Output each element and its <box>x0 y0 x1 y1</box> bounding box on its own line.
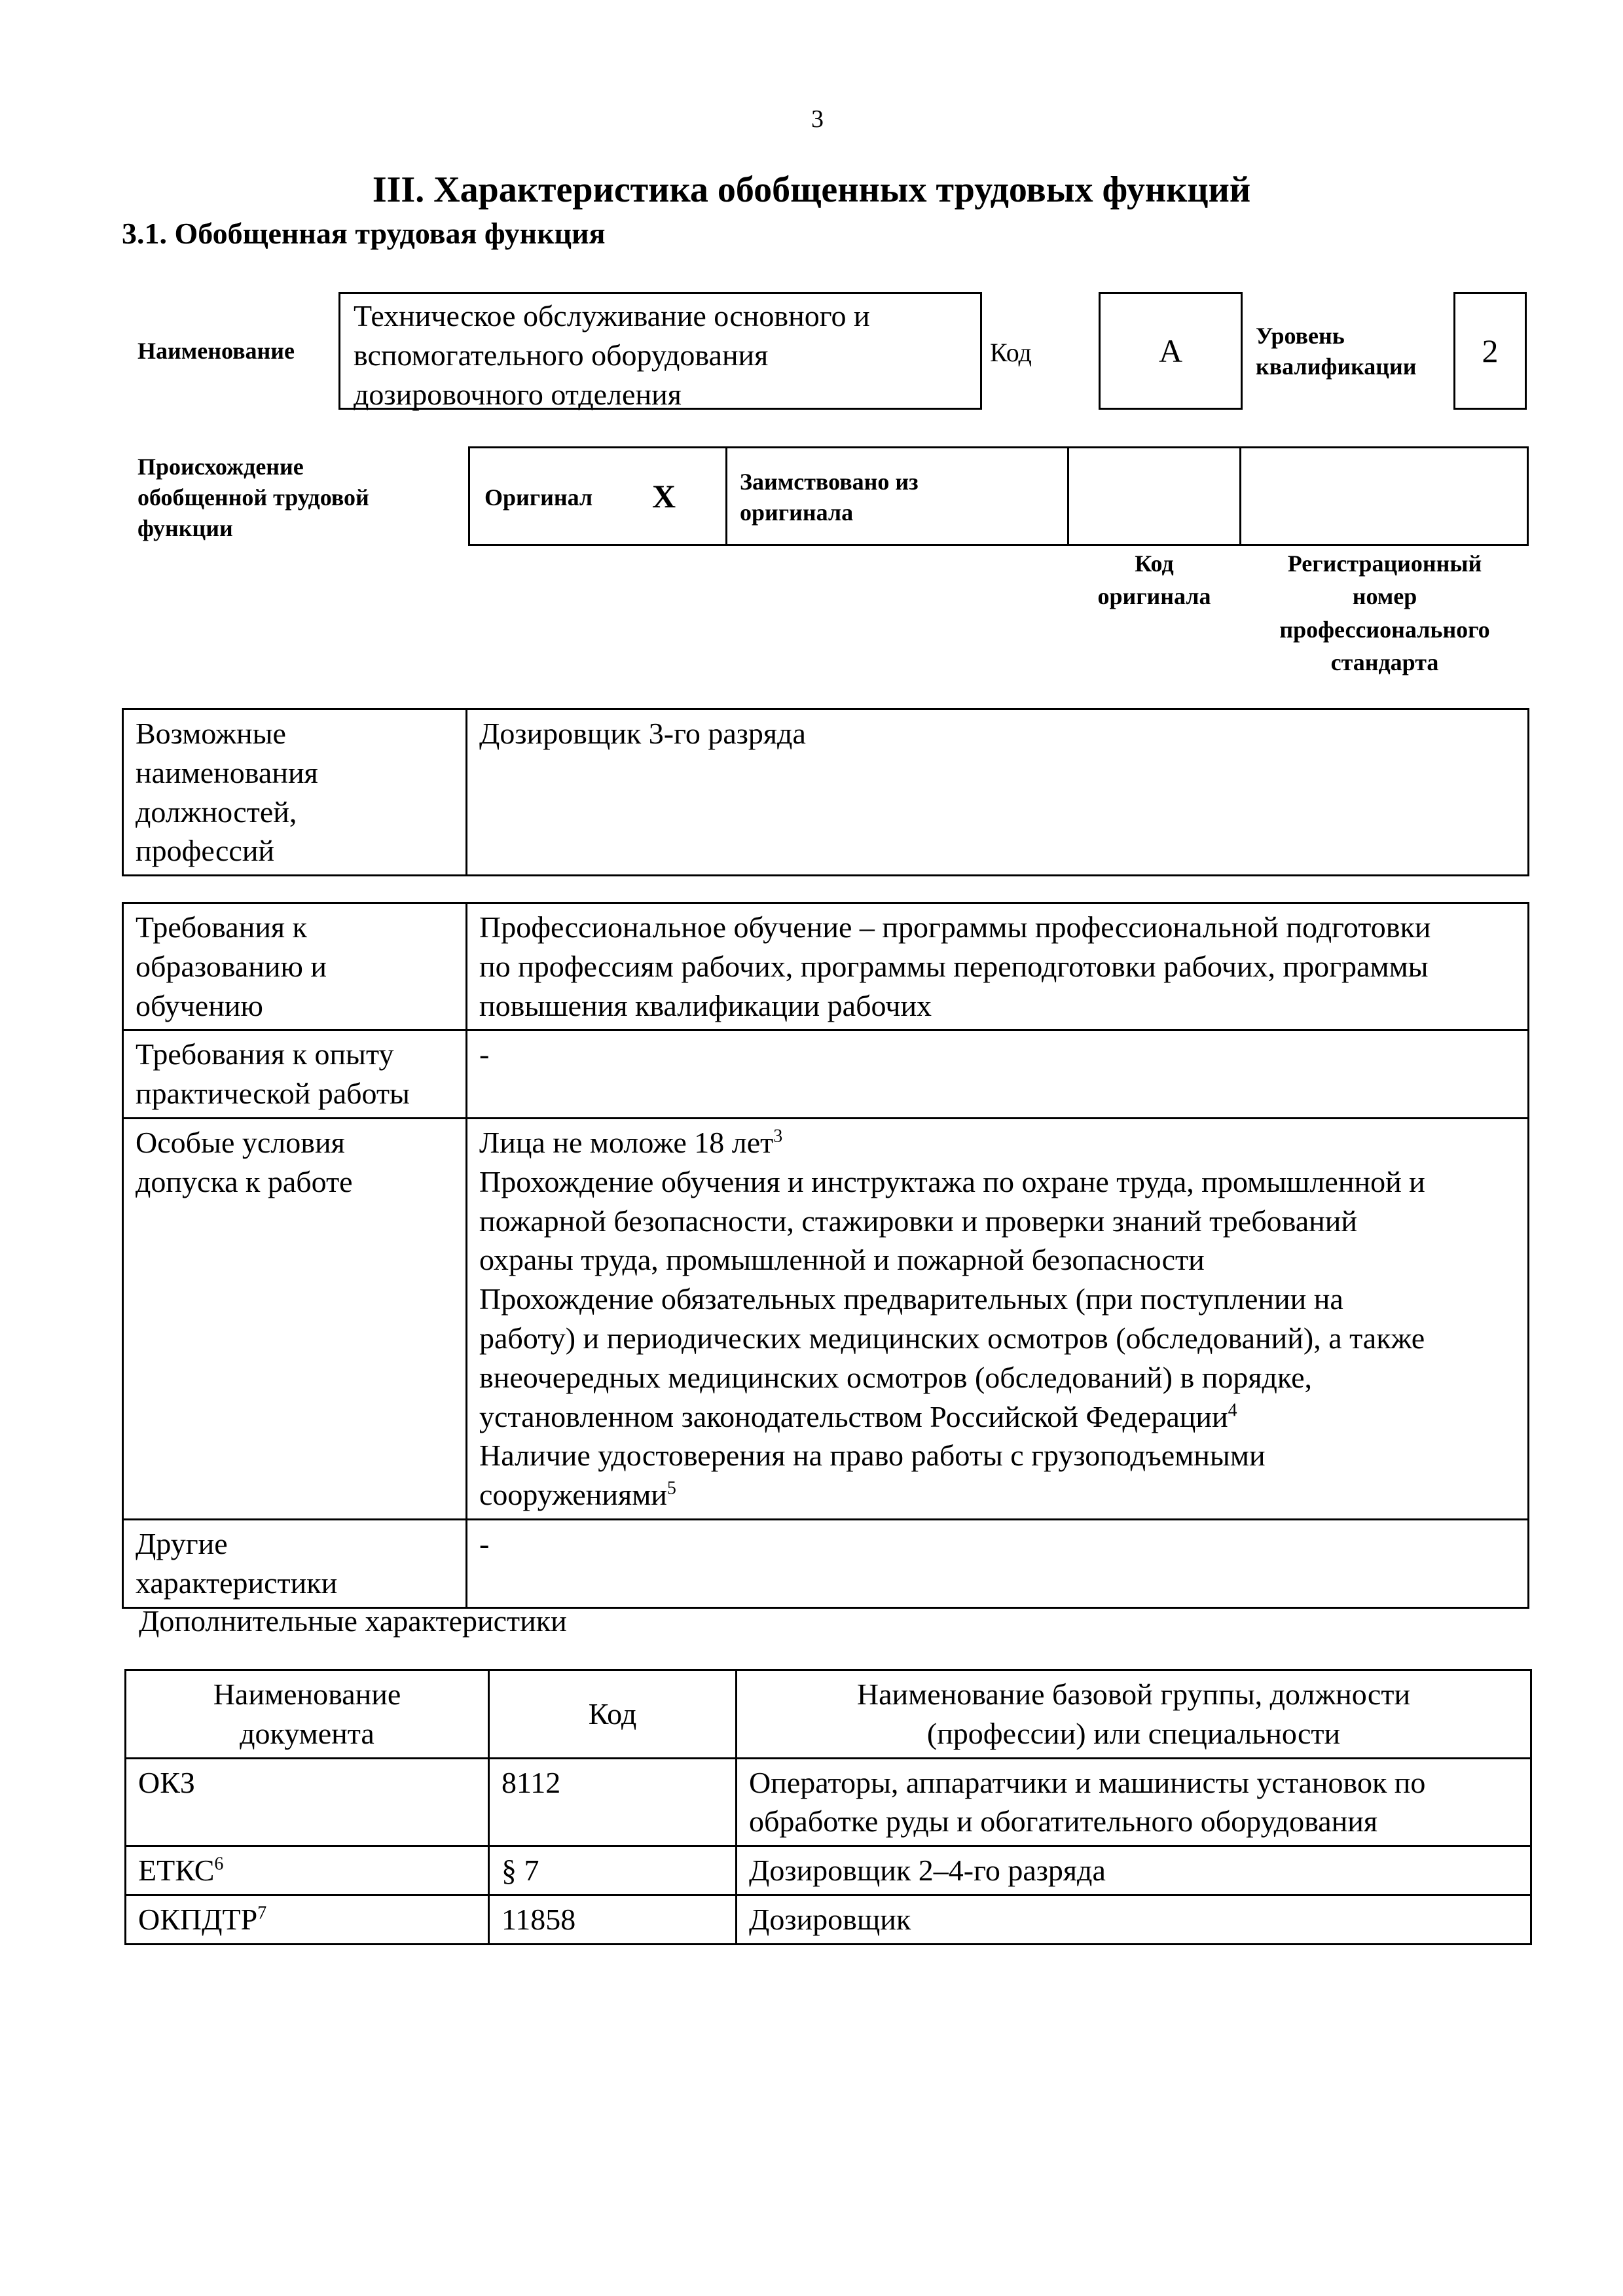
footnote-mark: 7 <box>257 1903 267 1924</box>
header-line: Наименование базовой группы, должности <box>856 1677 1411 1711</box>
original-code-caption <box>1066 547 1243 613</box>
function-name-line: вспомогательного оборудования <box>354 338 769 372</box>
name-line: обработке руды и обогатительного оборудования <box>749 1804 1378 1839</box>
borrowed-label-line: Заимствовано из <box>740 469 919 495</box>
document-name: ЕТКС <box>138 1854 215 1888</box>
code-value-box <box>1099 292 1243 410</box>
positions-value: Дозировщик 3-го разряда <box>467 709 1529 876</box>
experience-value: - <box>467 1030 1529 1119</box>
label-line: Возможные <box>136 717 286 750</box>
code-value: A <box>1158 332 1183 369</box>
value-line <box>479 1123 1516 1162</box>
value-line: Наличие удостоверения на право работы с грузоподъемными <box>479 1439 1266 1473</box>
row-document: ОКЗ <box>126 1758 489 1846</box>
value-line: работу) и периодических медицинских осмотров (обследований), а также <box>479 1321 1425 1355</box>
label-line: обучению <box>136 988 263 1022</box>
header-line: документа <box>240 1716 374 1750</box>
value-line: Профессиональное обучение – программы профессиональной подготовки <box>479 910 1431 944</box>
additional-heading: Дополнительные характеристики <box>139 1604 567 1638</box>
origin-label-line: функции <box>137 514 233 541</box>
footnote-mark: 5 <box>666 1478 676 1499</box>
table-row <box>123 1030 1529 1119</box>
origin-divider <box>1239 448 1241 544</box>
value-line: пожарной безопасности, стажировки и проверки знаний требований <box>479 1204 1358 1238</box>
row-code: 8112 <box>489 1758 737 1846</box>
borrowed-label-line: оригинала <box>740 499 854 526</box>
label-line: допуска к работе <box>136 1164 353 1198</box>
positions-table <box>122 708 1529 876</box>
section-subtitle: 3.1. Обобщенная трудовая функция <box>122 217 606 250</box>
caption-line: профессионального <box>1279 616 1490 643</box>
value-line: охраны труда, промышленной и пожарной безопасности <box>479 1243 1205 1277</box>
table-row <box>123 1118 1529 1519</box>
original-label: Оригинал <box>484 484 593 511</box>
footnote-mark: 3 <box>773 1126 783 1147</box>
column-header-document <box>126 1670 489 1759</box>
table-row <box>123 709 1529 876</box>
function-name-box <box>338 292 982 410</box>
value-line <box>479 1397 1516 1437</box>
value-line: Прохождение обязательных предварительных (при поступлении на <box>479 1282 1343 1316</box>
registration-caption <box>1244 547 1525 679</box>
label-line: профессий <box>136 834 275 868</box>
level-value-box <box>1453 292 1527 410</box>
origin-label-line: обобщенной трудовой <box>137 484 369 511</box>
caption-line: стандарта <box>1330 649 1439 676</box>
row-document <box>126 1895 489 1944</box>
caption-line: номер <box>1352 583 1417 610</box>
label-line: образованию и <box>136 949 327 983</box>
value-text: установленном законодательством Российской Федерации <box>479 1399 1228 1433</box>
name-label: Наименование <box>137 338 295 364</box>
original-mark: X <box>652 478 676 514</box>
requirements-table <box>122 902 1529 1609</box>
value-text: Лица не моложе 18 лет <box>479 1125 774 1159</box>
value-line: повышения квалификации рабочих <box>479 988 932 1022</box>
origin-label <box>137 452 369 543</box>
caption-line: Регистрационный <box>1287 550 1482 577</box>
caption-line: оригинала <box>1097 583 1211 610</box>
row-code: § 7 <box>489 1846 737 1895</box>
table-row <box>123 903 1529 1030</box>
label-line: практической работы <box>136 1077 410 1111</box>
origin-divider <box>725 448 727 544</box>
value-line: внеочередных медицинских осмотров (обследований) в порядке, <box>479 1360 1313 1394</box>
level-value: 2 <box>1482 332 1499 369</box>
education-value <box>467 903 1529 1030</box>
page-title: III. Характеристика обобщенных трудовых функций <box>372 170 1251 210</box>
header-line: (профессии) или специальности <box>926 1716 1341 1750</box>
column-header-name <box>737 1670 1531 1759</box>
row-name <box>737 1758 1531 1846</box>
special-conditions-label <box>123 1118 467 1519</box>
footnote-mark: 4 <box>1228 1400 1237 1421</box>
other-label <box>123 1519 467 1607</box>
function-name-line: Техническое обслуживание основного и <box>354 299 870 332</box>
borrowed-label <box>740 467 919 528</box>
label-line: Особые условия <box>136 1125 345 1159</box>
label-line: наименования <box>136 755 318 789</box>
value-line <box>479 1475 1516 1515</box>
label-line: должностей, <box>136 795 297 829</box>
row-document <box>126 1846 489 1895</box>
label-line: характеристики <box>136 1566 338 1600</box>
row-name: Дозировщик 2–4-го разряда <box>737 1846 1531 1895</box>
level-label <box>1256 321 1417 382</box>
label-line: Требования к <box>136 910 307 944</box>
column-header-code: Код <box>489 1670 737 1759</box>
footnote-mark: 6 <box>214 1854 224 1874</box>
row-code: 11858 <box>489 1895 737 1944</box>
origin-divider <box>1067 448 1069 544</box>
caption-line: Код <box>1135 550 1174 577</box>
value-line: Прохождение обучения и инструктажа по охране труда, промышленной и <box>479 1164 1425 1198</box>
additional-table <box>124 1669 1532 1945</box>
function-name-line: дозировочного отделения <box>354 377 682 411</box>
special-conditions-value <box>467 1118 1529 1519</box>
level-label-line: квалификации <box>1256 353 1417 380</box>
page-number: 3 <box>811 105 824 133</box>
experience-label <box>123 1030 467 1119</box>
value-line: по профессиям рабочих, программы переподготовки рабочих, программы <box>479 949 1429 983</box>
label-line: Другие <box>136 1526 228 1560</box>
table-row <box>126 1895 1531 1944</box>
row-name: Дозировщик <box>737 1895 1531 1944</box>
other-value: - <box>467 1519 1529 1607</box>
table-row <box>126 1758 1531 1846</box>
positions-label <box>123 709 467 876</box>
origin-box <box>468 446 1529 546</box>
education-label <box>123 903 467 1030</box>
code-label: Код <box>990 338 1032 367</box>
table-header-row <box>126 1670 1531 1759</box>
name-line: Операторы, аппаратчики и машинисты установок по <box>749 1765 1426 1799</box>
table-row <box>123 1519 1529 1607</box>
document-name: ОКПДТР <box>138 1902 258 1936</box>
level-label-line: Уровень <box>1256 323 1345 349</box>
header-line: Наименование <box>213 1677 401 1711</box>
value-text: сооружениями <box>479 1478 667 1512</box>
label-line: Требования к опыту <box>136 1037 394 1071</box>
origin-label-line: Происхождение <box>137 454 304 480</box>
table-row <box>126 1846 1531 1895</box>
